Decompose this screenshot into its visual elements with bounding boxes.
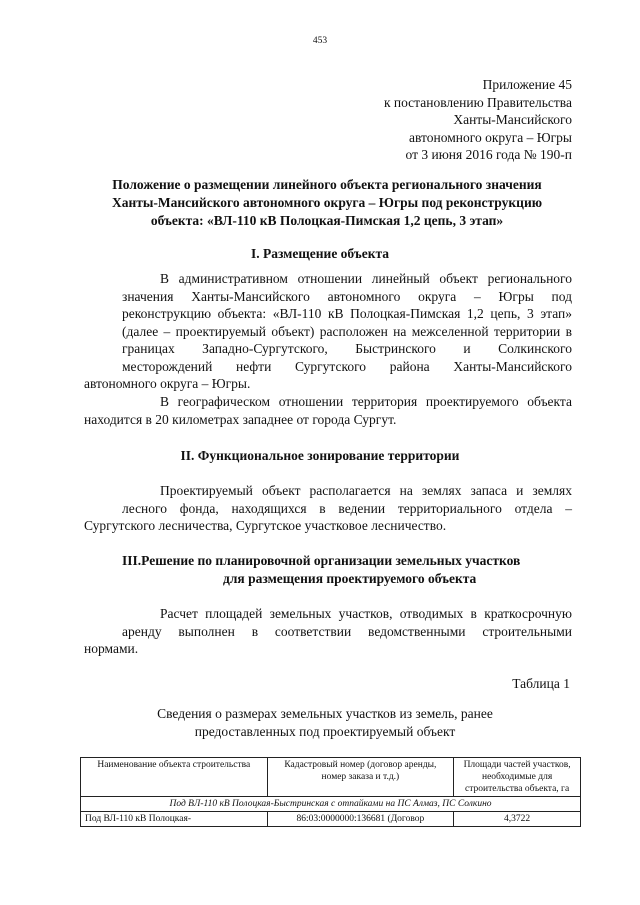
- page-number: 453: [312, 36, 328, 46]
- header-cell-area: Площади частей участков, необходимые для строительства объекта, га: [454, 758, 581, 797]
- section-3-heading-line-2: для размещения проектируемого объекта: [223, 571, 477, 586]
- appendix-line: от 3 июня 2016 года № 190-п: [405, 147, 572, 162]
- table-group-row: [81, 797, 581, 812]
- section-1-paragraph-1: [84, 270, 572, 393]
- text-line: (далее – проектируемый объект) расположен на межселенной территории в: [122, 323, 572, 339]
- appendix-line: Ханты-Мансийского: [453, 112, 572, 127]
- table-cell: 86:03:0000000:136681 (Договор: [267, 812, 454, 827]
- header-cell-object-name: Наименование объекта строительства: [81, 758, 268, 797]
- header-cell-cadastral-number: Кадастровый номер (договор аренды, номер заказа и т.д.): [267, 758, 454, 797]
- group-cell: Под ВЛ-110 кВ Полоцкая-Быстринская с отпайками на ПС Алмаз, ПС Солкино: [81, 797, 581, 812]
- table-row: [81, 812, 581, 827]
- land-plots-table: [80, 757, 581, 827]
- section-1-heading: I. Размещение объекта: [250, 246, 390, 261]
- section-3-paragraph: [84, 605, 572, 658]
- text-line: значения Ханты-Мансийского автономного округа – Югры под: [122, 288, 572, 304]
- appendix-line: к постановлению Правительства: [383, 94, 572, 110]
- table-title-line: Сведения о размерах земельных участков из земель, ранее: [157, 706, 493, 721]
- table-cell: 4,3722: [454, 812, 581, 827]
- text-line: нормами.: [84, 641, 139, 656]
- text-line: автономного округа – Югры.: [84, 376, 251, 391]
- text-line: лесного фонда, находящихся в ведении территориального отдела –: [122, 500, 572, 516]
- appendix-line: Приложение 45: [482, 77, 572, 92]
- table-label: Таблица 1: [512, 676, 570, 691]
- section-3-heading-line-1: III.Решение по планировочной организации земельных участков: [122, 553, 521, 568]
- text-line: аренду выполнен в соответствии ведомственными строительными: [122, 623, 572, 639]
- text-line: Расчет площадей земельных участков, отводимых в краткосрочную: [160, 606, 572, 621]
- text-line: находится в 20 километрах западнее от города Сургут.: [84, 411, 397, 427]
- text-line: реконструкцию объекта: «ВЛ-110 кВ Полоцкая-Пимская 1,2 цепь, 3 этап»: [122, 306, 572, 321]
- text-line: Сургутского лесничества, Сургутское участковое лесничество.: [84, 518, 447, 533]
- text-line: В административном отношении линейный объект регионального: [160, 271, 572, 286]
- table-cell: Под ВЛ-110 кВ Полоцкая-: [81, 812, 268, 827]
- document-title: [82, 176, 572, 230]
- text-line: месторождений нефти Сургутского района Ханты-Мансийского: [122, 358, 572, 374]
- text-line: В географическом отношении территория проектируемого объекта: [160, 394, 572, 409]
- text-line: Проектируемый объект располагается на землях запаса и землях: [160, 483, 572, 498]
- section-2-paragraph: [84, 482, 572, 535]
- section-3-number: III.: [122, 553, 142, 568]
- title-line: объекта: «ВЛ-110 кВ Полоцкая-Пимская 1,2 цепь, 3 этап»: [150, 213, 504, 228]
- table-title: [130, 705, 520, 741]
- section-2-heading: II. Функциональное зонирование территории: [180, 448, 460, 463]
- appendix-block: [384, 76, 572, 164]
- table-title-line: предоставленных под проектируемый объект: [194, 724, 456, 739]
- section-1-paragraph-2: [84, 393, 572, 428]
- title-line: Положение о размещении линейного объекта регионального значения: [112, 177, 542, 192]
- appendix-line: автономного округа – Югры: [409, 129, 572, 145]
- text-line: границах Западно-Сургутского, Быстринского и Солкинского: [122, 341, 572, 356]
- table-header-row: [81, 758, 581, 797]
- title-line: Ханты-Мансийского автономного округа – Югры под реконструкцию: [111, 195, 543, 210]
- section-3-heading: [122, 552, 582, 588]
